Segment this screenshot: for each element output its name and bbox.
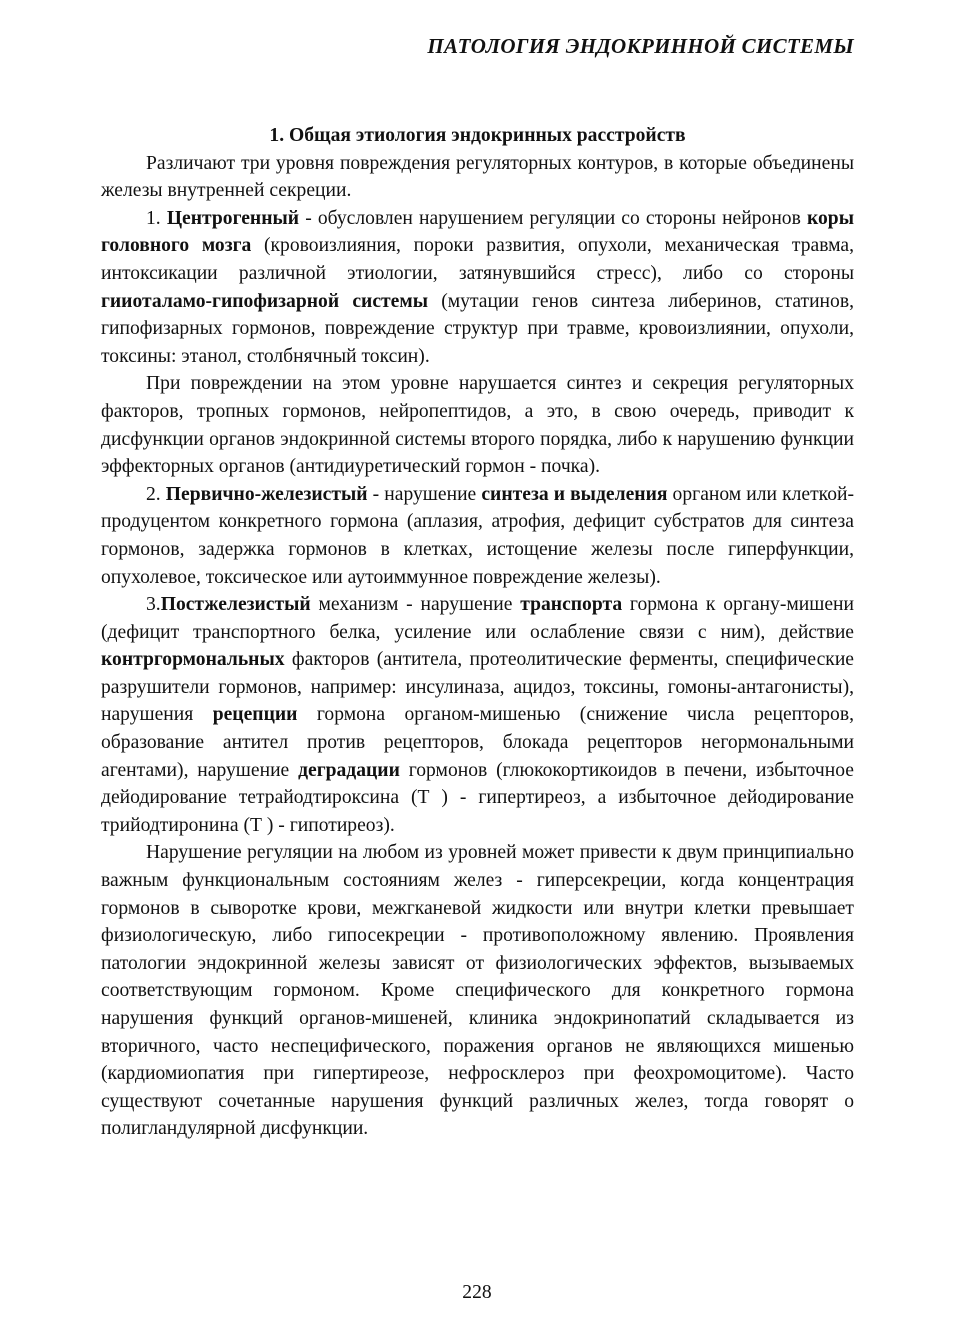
section-title: 1. Общая этиология эндокринных расстройств	[269, 125, 686, 146]
page-body	[101, 122, 854, 1143]
level-3-bold-d: деградации	[298, 759, 400, 781]
level-3-number: 3.	[146, 594, 161, 616]
level-3-bold-b: контргормональных	[101, 649, 285, 671]
level-2-paragraph	[101, 481, 854, 591]
level-1-text-a: - обусловлен нарушением регуляции со стороны нейронов	[299, 207, 807, 229]
level-3-bold-c: рецепции	[212, 704, 298, 726]
level-1-consequence-paragraph: При повреждении на этом уровне нарушается синтез и секреция регуляторных факторов, тропных гормонов, нейропептидов, а это, в свою очередь, приводит к дисфункции органов эндокринной системы второго порядка, либо к нарушению функции эффекторных органов (антидиуретический гормон - почка).	[101, 373, 854, 478]
level-1-term: Центрогенный	[166, 207, 300, 229]
page-number: 228	[462, 1282, 492, 1303]
level-3-text-c: факторов (антитела, протеолитические ферменты, специфические разрушители гормонов, например: инсулиназа, ацидоз, токсины, гомоны-антагонисты), нарушения	[101, 649, 854, 726]
level-1-bold-b: гииоталамо-гипофизарной системы	[101, 290, 428, 312]
level-2-text-b: органом или клеткой-продуцентом конкретного гормона (аплазия, атрофия, дефицит субстратов для синтеза гормонов, задержка гормонов в клетках, истощение железы после гиперфункции, опухолевое, токсическое или аутоиммунное повреждение железы).	[101, 483, 855, 588]
level-3-text-b: гормона к органу-мишени (дефицит транспортного белка, усиление или ослабление связи с ним), действие	[101, 594, 854, 643]
level-3-text-a: механизм - нарушение	[310, 594, 521, 616]
level-2-bold-a: синтеза и выделения	[481, 483, 668, 505]
level-1-paragraph	[101, 205, 854, 371]
level-3-text-d: гормона органом-мишенью (снижение числа рецепторов, образование антител против рецепторов, блокада рецепторов негормональными агентами), нарушение	[101, 704, 854, 781]
intro-paragraph: Различают три уровня повреждения регуляторных контуров, в которые объединены железы внутренней секреции.	[101, 152, 854, 202]
level-1-bold-a: коры головного мозга	[101, 207, 855, 257]
level-3-bold-a: транспорта	[520, 594, 623, 616]
running-header: ПАТОЛОГИЯ ЭНДОКРИННОЙ СИСТЕМЫ	[427, 34, 854, 58]
level-3-paragraph	[101, 591, 854, 839]
level-2-term: Первично-железистый	[165, 483, 368, 505]
level-3-term: Постжелезистый	[160, 594, 311, 616]
level-1-text-b: (кровоизлияния, пороки развития, опухоли, механическая травма, интоксикации различной этиологии, затянувшийся стресс), либо со стороны	[101, 235, 854, 284]
conclusion-paragraph: Нарушение регуляции на любом из уровней может привести к двум принципиально важным функциональным состояниям желез - гиперсекреции, когда концентрация гормонов в сыворотке крови, межгканевой жидкости или внутри клетки превышает физиологическую, либо гипосекреции - противоположному явлению. Проявления патологии эндокринной железы зависят от физиологических эффектов, вызываемых соответствующим гормоном. Кроме специфического для конкретного гормона нарушения функций органов-мишеней, клиника эндокринопатий складывается из вторичного, часто неспецифического, поражения органов не являющихся мишенью (кардиомиопатия при гипертиреозе, нефросклероз при феохромоцитоме). Часто существуют сочетанные нарушения функций различных желез, тогда говорят о полигландулярной дисфункции.	[101, 842, 854, 1140]
level-3-text-e: гормонов (глюкокортикоидов в печени, избыточное дейодирование тетрайодтироксина (Т ) - гипертиреоз, а избыточное дейодирование трийодтиронина (Т ) - гипотиреоз).	[101, 759, 855, 836]
level-1-number: 1.	[146, 207, 167, 229]
level-2-text-a: - нарушение	[367, 483, 482, 505]
level-2-number: 2.	[146, 483, 166, 505]
level-1-text-c: (мутации генов синтеза либеринов, статинов, гипофизарных гормонов, повреждение структур при травме, кровоизлиянии, опухоли, токсины: этанол, столбнячный токсин).	[101, 290, 854, 367]
